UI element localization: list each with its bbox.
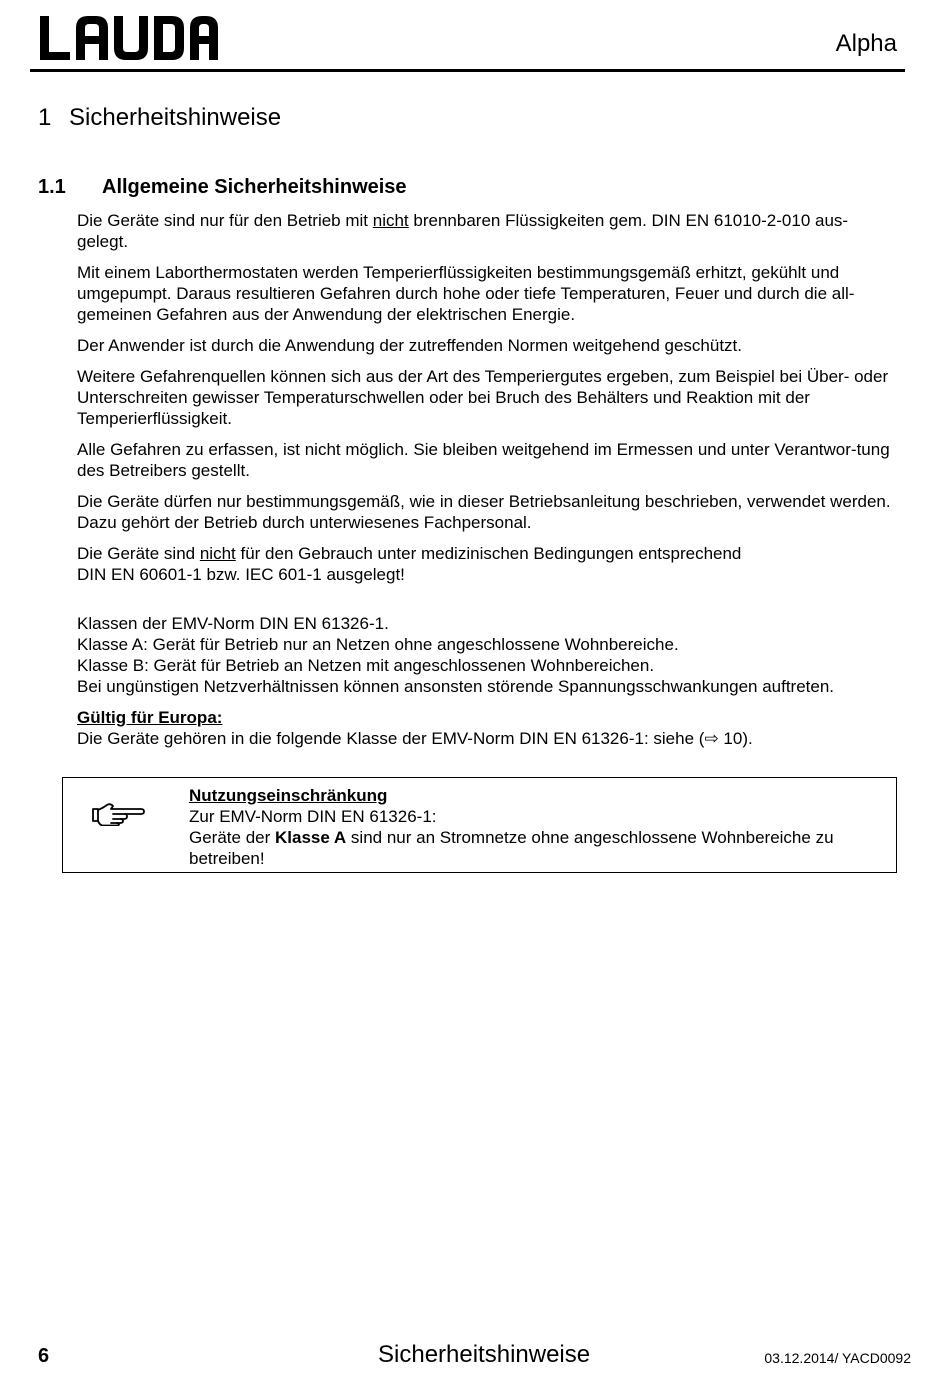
footer-title: Sicherheitshinweise [378,1341,591,1368]
section-title: Sicherheitshinweise [69,104,282,131]
subsection-heading [38,176,407,199]
paragraph-3: Der Anwender ist durch die Anwendung der zutreffenden Normen weitgehend geschützt. [77,336,742,355]
subsection-number: 1.1 [38,176,66,198]
notice-heading: Nutzungseinschränkung [189,786,388,805]
emphasis-nicht: nicht [372,211,409,230]
arrow-right-icon: ⇨ [704,729,719,748]
notice-line-1: Zur EMV-Norm DIN EN 61326-1: [189,807,437,826]
paragraph-2: Mit einem Laborthermostaten werden Temperierflüssigkeiten bestimmungsgemäß erhitzt, gekühlt und umgepumpt. Daraus resultieren Gefahren durch hohe oder tiefe Temperaturen, Feuer und durch die all-gemeinen Gefahren aus der Anwendung der elektrischen Energie. [77,263,855,324]
paragraph-1: Die Geräte sind nur für den Betrieb mit nicht brennbaren Flüssigkeiten gem. DIN EN 61010-2-010 aus-gelegt. [77,211,849,251]
notice-text [189,785,889,869]
notice-line-2: Geräte der Klasse A sind nur an Stromnetze ohne angeschlossene Wohnbereiche zu betreiben! [189,828,834,868]
pointing-hand-icon [91,800,145,826]
subsection-title: Allgemeine Sicherheitshinweise [102,176,407,198]
page-number: 6 [38,1345,50,1367]
section-number: 1 [38,104,52,131]
footer-date-code: 03.12.2014/ YACD0092 [764,1350,911,1366]
lauda-logo [40,14,218,62]
europe-heading: Gültig für Europa: [77,708,223,727]
paragraph-5: Alle Gefahren zu erfassen, ist nicht möglich. Sie bleiben weitgehend im Ermessen und unter Verantwor-tung des Betreibers gestellt. [77,440,890,480]
paragraph-7: Die Geräte sind nicht für den Gebrauch unter medizinischen Bedingungen entsprechend DIN EN 60601-1 bzw. IEC 601-1 ausgelegt! [77,544,742,584]
europe-note: Gültig für Europa: Die Geräte gehören in die folgende Klasse der EMV-Norm DIN EN 61326-1: siehe (⇨ 10). [77,708,753,748]
paragraph-6: Die Geräte dürfen nur bestimmungsgemäß, wie in dieser Betriebsanleitung beschrieben, verwendet werden. Dazu gehört der Betrieb durch unterwiesenes Fachpersonal. [77,492,891,532]
emphasis-nicht: nicht [199,544,236,563]
notice-box [62,777,897,873]
header-rule [30,69,905,72]
paragraph-4: Weitere Gefahrenquellen können sich aus der Art des Temperiergutes ergeben, zum Beispiel bei Über- oder Unterschreiten gewisser Temperaturschwellen oder bei Bruch des Behälters und Reaktion mit der Temperierflüssigkeit. [77,367,889,428]
section-heading [38,104,281,132]
emv-classes: Klassen der EMV-Norm DIN EN 61326-1. Klasse A: Gerät für Betrieb nur an Netzen ohne angeschlossene Wohnbereiche. Klasse B: Gerät für Betrieb an Netzen mit angeschlossenen Wohnbereichen. Bei ungünstigen Netzverhältnissen können ansonsten störende Spannungsschwankungen auftreten. [77,614,835,696]
product-name: Alpha [835,30,897,57]
body-text [77,210,897,759]
